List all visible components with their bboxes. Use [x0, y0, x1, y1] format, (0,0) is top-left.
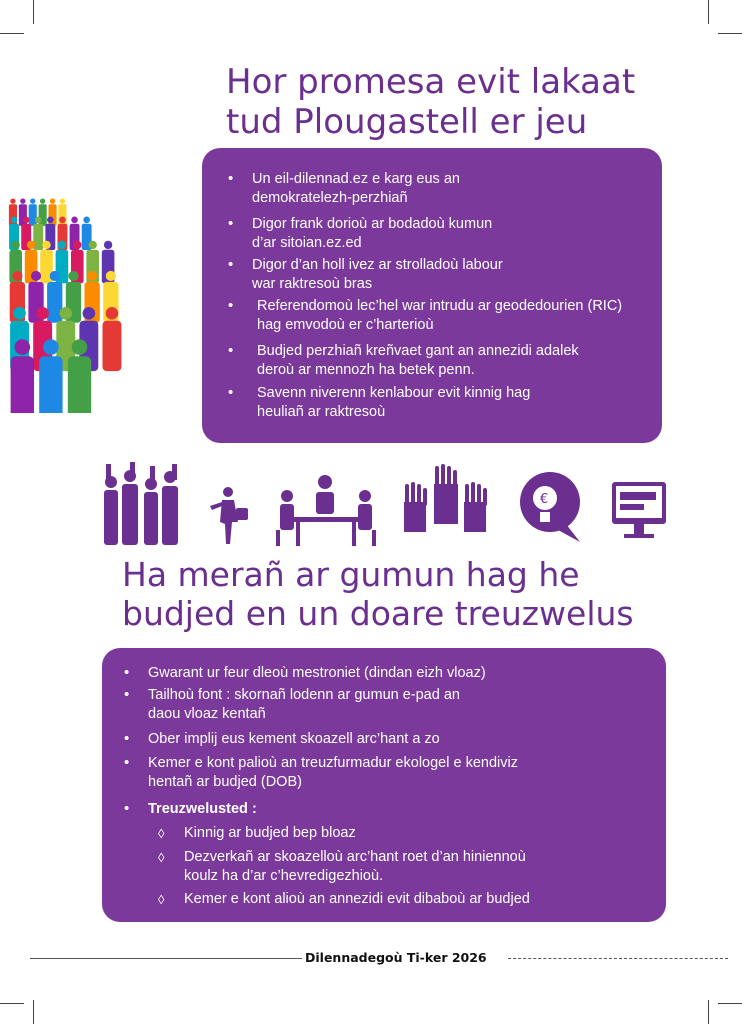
crowd-person-head: [50, 271, 60, 281]
crowd-person-head: [59, 307, 72, 320]
title-line: tud Plougastell er jeu: [226, 102, 588, 143]
crowd-person-body: [11, 356, 34, 413]
transparency-sub-item: ◊ Kinnig ar budjed bep bloaz: [158, 824, 356, 843]
crowd-person-head: [36, 307, 49, 320]
raised-hands-crowd-icon: [104, 462, 178, 545]
crowd-person-head: [40, 198, 45, 203]
promise-item: • Referendomoù lec’hel war intrudu ar geodedourien (RIC) hag emvodoù er c’harterioù: [226, 297, 622, 335]
transparency-heading: • Treuzwelusted :: [122, 800, 257, 819]
budget-item: • Ober implij eus kement skoazell arc’hant a zo: [122, 730, 440, 749]
promise-item: • Digor d’an holl ivez ar strolladoù labour war raktresoù bras: [226, 256, 503, 294]
budget-item: • Gwarant ur feur dleoù mestroniet (dindan eizh vloaz): [122, 664, 486, 683]
crowd-person-head: [31, 271, 41, 281]
crowd-person-head: [106, 271, 116, 281]
title-line: Hor promesa evit lakaat: [226, 62, 636, 102]
crowd-person-head: [83, 217, 90, 224]
crowd-person-head: [43, 339, 59, 355]
crowd-person-head: [12, 271, 22, 281]
crowd-person-head: [87, 271, 97, 281]
crowd-person-head: [12, 241, 20, 249]
crowd-person-head: [104, 241, 112, 249]
crowd-person-head: [10, 198, 15, 203]
crowd-person-head: [73, 241, 81, 249]
crowd-person-body: [68, 356, 91, 413]
crowd-person-head: [59, 217, 66, 224]
crowd-person-head: [42, 241, 50, 249]
svg-text:€: €: [540, 492, 549, 507]
budget-transparency-panel: [102, 648, 666, 922]
promise-item: • Un eil-dilennad.ez e karg eus an demokratelezh-perzhiañ: [226, 170, 460, 208]
promise-item: • Budjed perzhiañ kreñvaet gant an annezidi adalek deroù ar mennozh ha betek penn.: [226, 342, 579, 380]
crowd-person-body: [29, 204, 37, 226]
icon-strip: [100, 462, 670, 547]
crowd-person-head: [47, 217, 54, 224]
footer-election-label: Dilennadegoù Ti-ker 2026: [305, 950, 487, 965]
crowd-illustration: [8, 188, 168, 413]
crowd-person-head: [50, 198, 55, 203]
crowd-person-head: [20, 198, 25, 203]
transparency-sub-item: ◊ Kemer e kont alioù an annezidi evit dibaboù ar budjed: [158, 890, 530, 909]
voting-hands-icon: [404, 464, 487, 532]
promise-item: • Savenn niverenn kenlabour evit kinnig hag heuliañ ar raktresoù: [226, 384, 530, 422]
crowd-person-head: [13, 307, 26, 320]
crowd-person-body: [103, 321, 122, 371]
promise-item: • Digor frank dorioù ar bodadoù kumun d’ar sitoian.ez.ed: [226, 215, 492, 253]
participation-promises-panel: [202, 148, 662, 443]
section-title-transparency: [122, 556, 634, 634]
crowd-person-head: [58, 241, 66, 249]
walking-person-icon: [210, 487, 248, 544]
title-line: Ha merañ ar gumun hag he: [122, 555, 580, 594]
crowd-person-head: [71, 217, 78, 224]
crowd-person-head: [106, 307, 119, 320]
crowd-person-head: [27, 241, 35, 249]
crowd-person-head: [35, 217, 42, 224]
crowd-person-body: [39, 356, 62, 413]
computer-screen-icon: [612, 482, 666, 538]
crowd-person-head: [23, 217, 30, 224]
crowd-person-head: [89, 241, 97, 249]
budget-item: • Tailhoù font : skornañ lodenn ar gumun e-pad an daou vloaz kentañ: [122, 686, 460, 724]
footer-dashed-rule: [508, 958, 728, 959]
transparency-sub-item: ◊ Dezverkañ ar skoazelloù arc’hant roet d’an hiniennoù koulz ha d’ar c’hevredigezhioù.: [158, 848, 526, 886]
footer-rule: [30, 958, 302, 959]
section-title-participation: [226, 62, 635, 142]
crowd-person-head: [83, 307, 96, 320]
crowd-person-head: [60, 198, 65, 203]
crowd-person-head: [30, 198, 35, 203]
meeting-table-icon: [276, 475, 376, 546]
idea-bubble-icon: [520, 472, 580, 542]
crowd-person-body: [47, 282, 62, 323]
title-line: budjed en un doare treuzwelus: [122, 593, 634, 633]
crowd-person-head: [11, 217, 18, 224]
budget-item: • Kemer e kont palioù an treuzfurmadur ekologel e kendiviz hentañ ar budjed (DOB): [122, 754, 518, 792]
crowd-person-head: [72, 339, 88, 355]
crowd-person-head: [68, 271, 78, 281]
crowd-person-head: [15, 339, 31, 355]
